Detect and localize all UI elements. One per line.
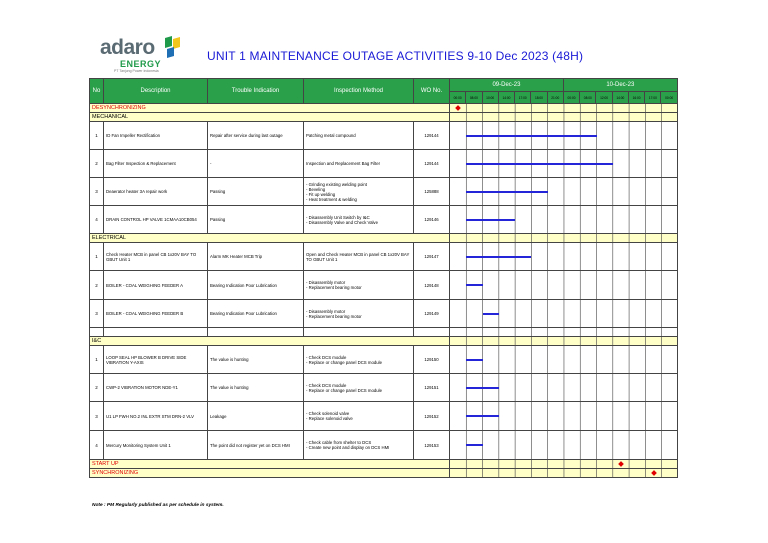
logo-subtitle: ENERGY (120, 59, 162, 69)
task-no (90, 346, 104, 374)
task-inspection-method-text: Open and Check Heater MCB in panel CB 1x20V BAY TO GBUT Unit 1 (306, 251, 410, 262)
section-row-ic (90, 337, 678, 346)
gantt-cell (450, 337, 678, 346)
time-header-cell: 00:00 (450, 92, 466, 104)
task-row (90, 346, 678, 374)
task-no-text: 3 (95, 189, 98, 194)
gantt-cell (450, 402, 678, 431)
empty-cell (104, 328, 208, 337)
task-no-text: 2 (95, 282, 98, 288)
gantt-cell (450, 328, 678, 337)
task-inspection-method (304, 122, 414, 150)
task-inspection-method (304, 300, 414, 328)
gantt-cell (450, 113, 678, 122)
header-wo-no: WO No. (414, 79, 450, 104)
task-wo-number-text: 129150 (424, 357, 439, 362)
task-inspection-method (304, 346, 414, 374)
task-row (90, 402, 678, 431)
gantt-cell (450, 206, 678, 234)
header-no: No (90, 79, 104, 104)
task-wo-number-text: 129152 (424, 413, 439, 419)
section-row-startup (90, 460, 678, 469)
schedule-table (89, 78, 678, 478)
task-inspection-method-text: Inspection and Replacement Bag Filter (306, 161, 381, 166)
section-row-mechanical (90, 113, 678, 122)
gantt-cell (450, 122, 678, 150)
time-header-cell: 12:00 (596, 92, 612, 104)
logo-wordmark: adaro (100, 36, 155, 59)
time-header-cell: 14:00 (612, 92, 628, 104)
task-row (90, 431, 678, 460)
task-row (90, 243, 678, 271)
section-label: ELECTRICAL (90, 234, 450, 243)
gantt-grid (450, 271, 677, 299)
task-trouble-indication (208, 431, 304, 460)
gantt-cell (450, 243, 678, 271)
task-no (90, 402, 104, 431)
task-description (104, 178, 208, 206)
gantt-cell (450, 234, 678, 243)
task-wo-number-text: 129149 (424, 311, 439, 316)
time-header-cell: 00:00 (661, 92, 677, 104)
page-title: UNIT 1 MAINTENANCE OUTAGE ACTIVITIES 9-10 Dec 2023 (48H) (207, 49, 584, 63)
task-wo-number (414, 178, 450, 206)
gantt-cell (450, 104, 678, 113)
gantt-grid (450, 469, 677, 477)
task-wo-number (414, 206, 450, 234)
task-inspection-method-text: - Disassembly motor - Replacement bearing motor (306, 308, 362, 319)
task-description-text: DRAIN CONTROL HP VALVE 1CMAA10CB054 (106, 217, 197, 222)
task-inspection-method-text: Patching metal compound (306, 133, 356, 138)
task-trouble-indication (208, 122, 304, 150)
task-description (104, 206, 208, 234)
task-trouble-indication (208, 150, 304, 178)
task-description (104, 271, 208, 300)
gantt-cell (450, 374, 678, 402)
gantt-bar (466, 191, 547, 193)
task-description (104, 346, 208, 374)
task-no (90, 178, 104, 206)
gantt-bar (466, 284, 482, 286)
gantt-grid (450, 234, 677, 242)
header-trouble-indication: Trouble Indication (208, 79, 304, 104)
task-trouble-indication-text: Bearing Indication Poor Lubrication (210, 282, 277, 288)
task-wo-number-text: 129153 (424, 442, 439, 448)
time-header-cell: 17:00 (515, 92, 531, 104)
time-header-cell: 18:00 (531, 92, 547, 104)
task-row (90, 300, 678, 328)
task-no-text: 3 (95, 311, 98, 316)
section-label: DESYNCHRONIZING (90, 104, 450, 113)
task-trouble-indication (208, 243, 304, 271)
section-label: SYNCHRONIZING (90, 469, 450, 478)
task-inspection-method-text: - Check cable from shelter to DCS - Create new point and display on DCS HMI (306, 440, 390, 450)
task-description-text: Deaerator heater 3A repair work (106, 189, 168, 194)
task-row (90, 374, 678, 402)
task-description-text: U1 LP FWH NO.2 INL EXTR STM DRN-2 VLV (106, 413, 195, 419)
task-description-text: Check Heater MCB in panel CB 1x20V BAY TO GBUT Unit 1 (106, 251, 197, 262)
task-inspection-method (304, 243, 414, 271)
header-inspection-method: Inspection Method (304, 79, 414, 104)
task-inspection-method-text: - Check solenoid valve - Replace solenoid valve (306, 411, 353, 421)
task-trouble-indication (208, 374, 304, 402)
empty-cell (414, 328, 450, 337)
task-wo-number (414, 346, 450, 374)
task-description-text: BOILER - COAL WEIGHING FEEDER A (106, 282, 183, 288)
gantt-cell (450, 346, 678, 374)
task-description-text: Mercury Monitoring System Unit 1 (106, 442, 171, 448)
gantt-grid (450, 328, 677, 336)
gantt-grid (450, 337, 677, 345)
task-wo-number-text: 129144 (424, 133, 439, 138)
task-no (90, 206, 104, 234)
task-inspection-method (304, 150, 414, 178)
logo-mark-icon (163, 36, 181, 58)
gantt-bar (466, 444, 482, 446)
task-trouble-indication (208, 402, 304, 431)
task-trouble-indication-text: Passing (210, 217, 226, 222)
task-no (90, 300, 104, 328)
task-no (90, 150, 104, 178)
time-header-cell: 10:00 (482, 92, 498, 104)
spacer-row (90, 328, 678, 337)
task-trouble-indication (208, 300, 304, 328)
task-no-text: 1 (95, 254, 98, 259)
task-wo-number (414, 271, 450, 300)
task-inspection-method (304, 206, 414, 234)
task-description (104, 300, 208, 328)
task-description (104, 431, 208, 460)
task-inspection-method (304, 431, 414, 460)
section-label: I&C (90, 337, 450, 346)
task-description-text: Bag Filter Inspection & Replacement (106, 161, 176, 166)
task-no (90, 374, 104, 402)
gantt-bar (466, 219, 515, 221)
time-header-cell: 00:00 (563, 92, 579, 104)
task-wo-number-text: 129147 (424, 254, 439, 259)
gantt-grid (450, 113, 677, 121)
task-description (104, 122, 208, 150)
time-header-cell: 08:00 (466, 92, 482, 104)
gantt-bar (466, 415, 499, 417)
gantt-cell (450, 460, 678, 469)
task-trouble-indication (208, 178, 304, 206)
gantt-bar (466, 135, 596, 137)
task-row (90, 122, 678, 150)
task-description (104, 374, 208, 402)
task-inspection-method (304, 271, 414, 300)
header-date-1: 09-Dec-23 (450, 79, 564, 92)
task-wo-number-text: 125888 (424, 189, 439, 194)
empty-cell (90, 328, 104, 337)
task-trouble-indication-text: Leakage (210, 413, 227, 419)
task-wo-number-text: 129148 (424, 282, 439, 288)
section-label: START UP (90, 460, 450, 469)
section-label: MECHANICAL (90, 113, 450, 122)
task-wo-number-text: 129151 (424, 385, 439, 390)
task-wo-number (414, 300, 450, 328)
task-trouble-indication-text: Repair after service during last outage (210, 133, 283, 138)
task-trouble-indication-text: - (210, 161, 212, 166)
time-header-cell: 21:00 (547, 92, 563, 104)
task-wo-number (414, 150, 450, 178)
task-wo-number-text: 129146 (424, 217, 439, 222)
section-row-electrical (90, 234, 678, 243)
task-no-text: 1 (95, 133, 98, 138)
task-no-text: 1 (95, 357, 98, 362)
gantt-grid (450, 431, 677, 459)
task-row (90, 150, 678, 178)
task-row (90, 206, 678, 234)
task-description-text: BOILER - COAL WEIGHING FEEDER B (106, 311, 184, 316)
task-trouble-indication-text: Bearing Indication Poor Lubrication (210, 311, 277, 316)
task-wo-number (414, 243, 450, 271)
task-wo-number (414, 374, 450, 402)
gantt-bar (466, 163, 613, 165)
task-trouble-indication-text: Passing (210, 189, 226, 194)
task-trouble-indication (208, 271, 304, 300)
task-inspection-method (304, 402, 414, 431)
task-description-text: CWP-2 VIBRATION MOTOR NDE-Y1 (106, 385, 178, 390)
section-row-desync (90, 104, 678, 113)
task-wo-number-text: 129144 (424, 161, 439, 166)
gantt-bar (466, 256, 531, 258)
gantt-bar (466, 387, 499, 389)
section-row-sync (90, 469, 678, 478)
task-wo-number (414, 122, 450, 150)
empty-cell (304, 328, 414, 337)
time-header-cell: 14:00 (498, 92, 514, 104)
gantt-grid (450, 104, 677, 112)
task-wo-number (414, 402, 450, 431)
task-no (90, 431, 104, 460)
task-description (104, 243, 208, 271)
task-inspection-method-text: - Check DCS module - Replace or change panel DCS module (306, 382, 382, 393)
task-trouble-indication-text: The value is hunting (210, 385, 249, 390)
adaro-logo (100, 36, 190, 76)
gantt-cell (450, 150, 678, 178)
task-no-text: 2 (95, 161, 98, 166)
task-no (90, 243, 104, 271)
task-description-text: ID Fan Impeller Rectification (106, 133, 160, 138)
task-trouble-indication-text: The value is hunting (210, 357, 249, 362)
task-trouble-indication (208, 346, 304, 374)
task-row (90, 178, 678, 206)
task-row (90, 271, 678, 300)
time-header-cell: 16:00 (628, 92, 644, 104)
time-header-cell: 08:00 (580, 92, 596, 104)
task-no (90, 271, 104, 300)
gantt-cell (450, 271, 678, 300)
gantt-bar (466, 359, 482, 361)
task-inspection-method (304, 178, 414, 206)
task-inspection-method-text: - Disassembly motor - Replacement bearing motor (306, 280, 362, 290)
task-trouble-indication (208, 206, 304, 234)
header-date-2: 10-Dec-23 (563, 79, 677, 92)
header-description: Description (104, 79, 208, 104)
gantt-bar (483, 313, 499, 315)
footnote: Note : PM Regularly published as per schedule in system. (92, 503, 224, 508)
task-no-text: 4 (95, 442, 98, 448)
task-no-text: 3 (95, 413, 98, 419)
empty-cell (208, 328, 304, 337)
task-no-text: 2 (95, 385, 98, 390)
task-description-text: LOOP SEAL HP BLOWER B DRIVE SIDE VIBRATION Y-AXIS (106, 354, 187, 365)
gantt-grid (450, 346, 677, 373)
task-trouble-indication-text: The point did not register yet on DCS HMI (210, 442, 290, 448)
task-inspection-method-text: - Check DCS module - Replace or change panel DCS module (306, 354, 382, 365)
task-description (104, 150, 208, 178)
gantt-cell (450, 431, 678, 460)
task-inspection-method-text: - Disassembly Unit Switch by I&C - Disassembly Valve and Check Valve (306, 214, 378, 225)
gantt-grid (450, 460, 677, 468)
task-no (90, 122, 104, 150)
task-description (104, 402, 208, 431)
gantt-cell (450, 469, 678, 478)
time-header-cell: 17:00 (645, 92, 661, 104)
gantt-cell (450, 178, 678, 206)
task-trouble-indication-text: Alarm MK Heater MCB Trip (210, 254, 263, 259)
task-inspection-method (304, 374, 414, 402)
task-no-text: 4 (95, 217, 98, 222)
logo-tagline: PT Tanjung Power Indonesia (114, 69, 159, 73)
task-wo-number (414, 431, 450, 460)
task-inspection-method-text: - Grinding existing welding point - Beveling - Fit up welding - Heat treatment & welding (306, 181, 367, 202)
gantt-cell (450, 300, 678, 328)
